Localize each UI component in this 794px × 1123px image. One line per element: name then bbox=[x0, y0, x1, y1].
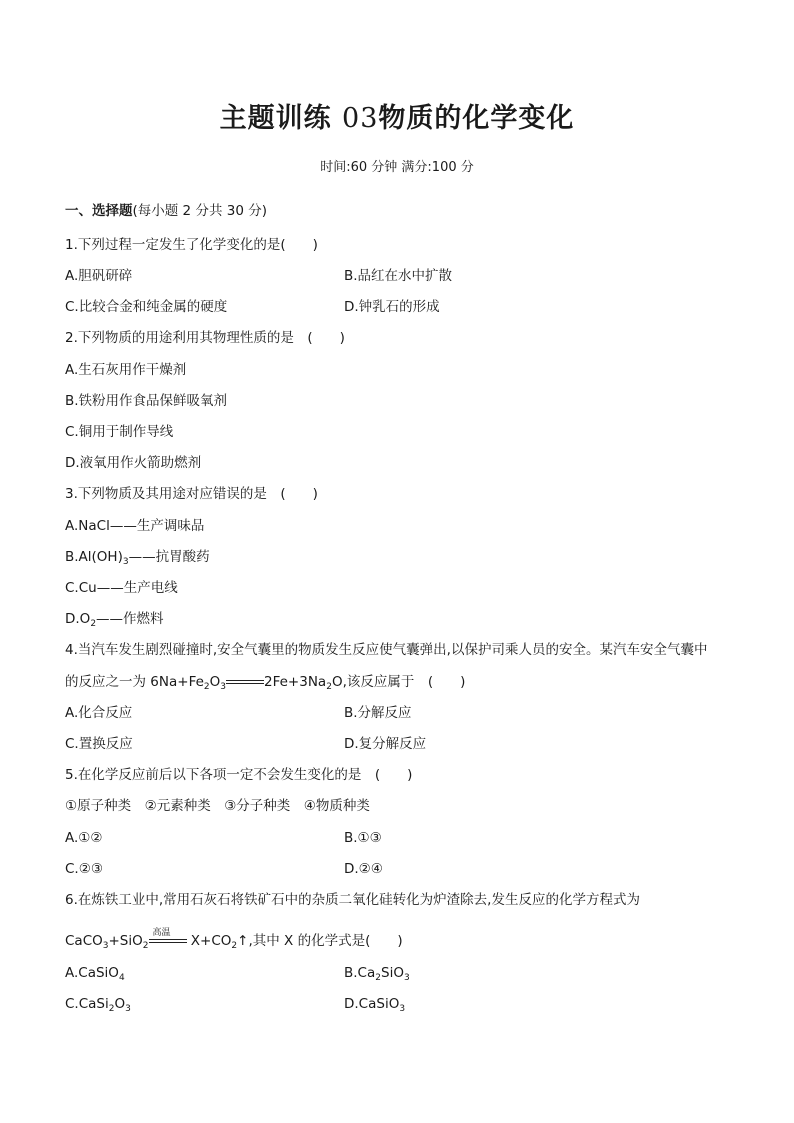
q6-option-a bbox=[65, 964, 125, 987]
q3-b-pre: B.Al(OH) bbox=[65, 549, 123, 565]
section-header bbox=[65, 202, 267, 220]
title-number: 03 bbox=[342, 103, 379, 134]
q6-d-sub: 3 bbox=[399, 1004, 406, 1014]
q6-eq-sub1: 3 bbox=[102, 941, 109, 951]
q4-eq-sub2: 3 bbox=[220, 682, 227, 692]
q6-option-b bbox=[344, 964, 410, 987]
q2-option-a: A.生石灰用作干燥剂 bbox=[65, 362, 187, 378]
q6-a-pre: A.CaSiO bbox=[65, 965, 119, 981]
q3-b-sub: 3 bbox=[122, 557, 129, 567]
q5-items: ①原子种类 ②元素种类 ③分子种类 ④物质种类 bbox=[65, 798, 370, 814]
q4-eq-m1: O bbox=[209, 674, 221, 690]
q4-equals-sign bbox=[226, 675, 264, 689]
q6-c-sub2: 3 bbox=[125, 1004, 131, 1014]
q3-d-post: ——作燃料 bbox=[96, 611, 164, 627]
q6-option-c bbox=[65, 995, 131, 1018]
time-score-info: 时间:60 分钟 满分:100 分 bbox=[320, 160, 474, 175]
q5-option-c: C.②③ bbox=[65, 861, 103, 877]
q1-option-d: D.钟乳石的形成 bbox=[344, 299, 440, 315]
question-5-stem: 5.在化学反应前后以下各项一定不会发生变化的是 ( ) bbox=[65, 767, 413, 783]
q6-b-mid: SiO bbox=[381, 965, 404, 981]
q1-option-b: B.品红在水中扩散 bbox=[344, 268, 453, 284]
q6-b-pre: B.Ca bbox=[344, 965, 376, 981]
page-title bbox=[0, 96, 794, 135]
q4-eq-pre: 的反应之一为 6Na+Fe bbox=[65, 674, 204, 690]
q6-condition-arrow bbox=[149, 928, 187, 948]
title-text-a: 主题训练 bbox=[219, 103, 332, 134]
q3-option-a: A.NaCl——生产调味品 bbox=[65, 518, 205, 534]
q6-d-pre: D.CaSiO bbox=[344, 996, 400, 1012]
q4-option-b: B.分解反应 bbox=[344, 705, 412, 721]
q4-option-d: D.复分解反应 bbox=[344, 736, 427, 752]
q4-option-c: C.置换反应 bbox=[65, 736, 133, 752]
q4-eq-sub3: 2 bbox=[326, 682, 332, 692]
q3-option-b bbox=[65, 548, 210, 571]
q6-eq-mid: +SiO bbox=[108, 933, 143, 949]
section-note: (每小题 2 分共 30 分) bbox=[132, 203, 267, 219]
q6-a-sub: 4 bbox=[118, 973, 125, 983]
section-label: 一、选择题 bbox=[65, 203, 133, 219]
q2-option-d: D.液氧用作火箭助燃剂 bbox=[65, 455, 202, 471]
question-6-equation bbox=[65, 928, 403, 955]
q6-eq-sub3: 2 bbox=[231, 941, 238, 951]
question-2-stem: 2.下列物质的用途利用其物理性质的是 ( ) bbox=[65, 330, 345, 346]
question-3-stem: 3.下列物质及其用途对应错误的是 ( ) bbox=[65, 486, 318, 502]
q5-option-b: B.①③ bbox=[344, 830, 382, 846]
question-1-stem: 1.下列过程一定发生了化学变化的是( ) bbox=[65, 237, 318, 253]
q4-eq-m2: 2Fe+3Na bbox=[264, 674, 327, 690]
q6-b-sub1: 2 bbox=[375, 973, 381, 983]
q6-eq-pre: CaCO bbox=[65, 933, 103, 949]
q1-option-c: C.比较合金和纯金属的硬度 bbox=[65, 299, 228, 315]
q6-c-sub1: 2 bbox=[108, 1004, 115, 1014]
q3-d-pre: D.O bbox=[65, 611, 91, 627]
q3-option-d bbox=[65, 610, 164, 633]
q6-option-d bbox=[344, 995, 405, 1018]
q6-eq-post1: X+CO bbox=[186, 933, 232, 949]
q4-eq-post: O,该反应属于 ( ) bbox=[331, 674, 466, 690]
q6-c-mid: O bbox=[114, 996, 126, 1012]
title-text-b: 物质的化学变化 bbox=[378, 103, 575, 134]
question-6-stem-line1: 6.在炼铁工业中,常用石灰石将铁矿石中的杂质二氧化硅转化为炉渣除去,发生反应的化学方程式为 bbox=[65, 892, 640, 908]
question-4-stem-line1: 4.当汽车发生剧烈碰撞时,安全气囊里的物质发生反应使气囊弹出,以保护司乘人员的安全。某汽车安全气囊中 bbox=[65, 642, 708, 658]
q2-option-c: C.铜用于制作导线 bbox=[65, 424, 174, 440]
q4-eq-sub1: 2 bbox=[203, 682, 210, 692]
q2-option-b: B.铁粉用作食品保鲜吸氧剂 bbox=[65, 393, 228, 409]
question-4-stem-line2 bbox=[65, 673, 465, 696]
q3-option-c: C.Cu——生产电线 bbox=[65, 580, 178, 596]
q5-option-a: A.①② bbox=[65, 830, 103, 846]
q6-b-sub2: 3 bbox=[403, 973, 410, 983]
q3-b-post: ——抗胃酸药 bbox=[128, 549, 210, 565]
q6-c-pre: C.CaSi bbox=[65, 996, 109, 1012]
q3-d-sub: 2 bbox=[90, 619, 97, 629]
q1-option-a: A.胆矾研碎 bbox=[65, 268, 133, 284]
q6-condition-label: 高温 bbox=[152, 928, 171, 938]
q5-option-d: D.②④ bbox=[344, 861, 383, 877]
q6-eq-sub2: 2 bbox=[142, 941, 149, 951]
q4-option-a: A.化合反应 bbox=[65, 705, 133, 721]
q6-eq-post2: ↑,其中 X 的化学式是( ) bbox=[237, 933, 403, 949]
